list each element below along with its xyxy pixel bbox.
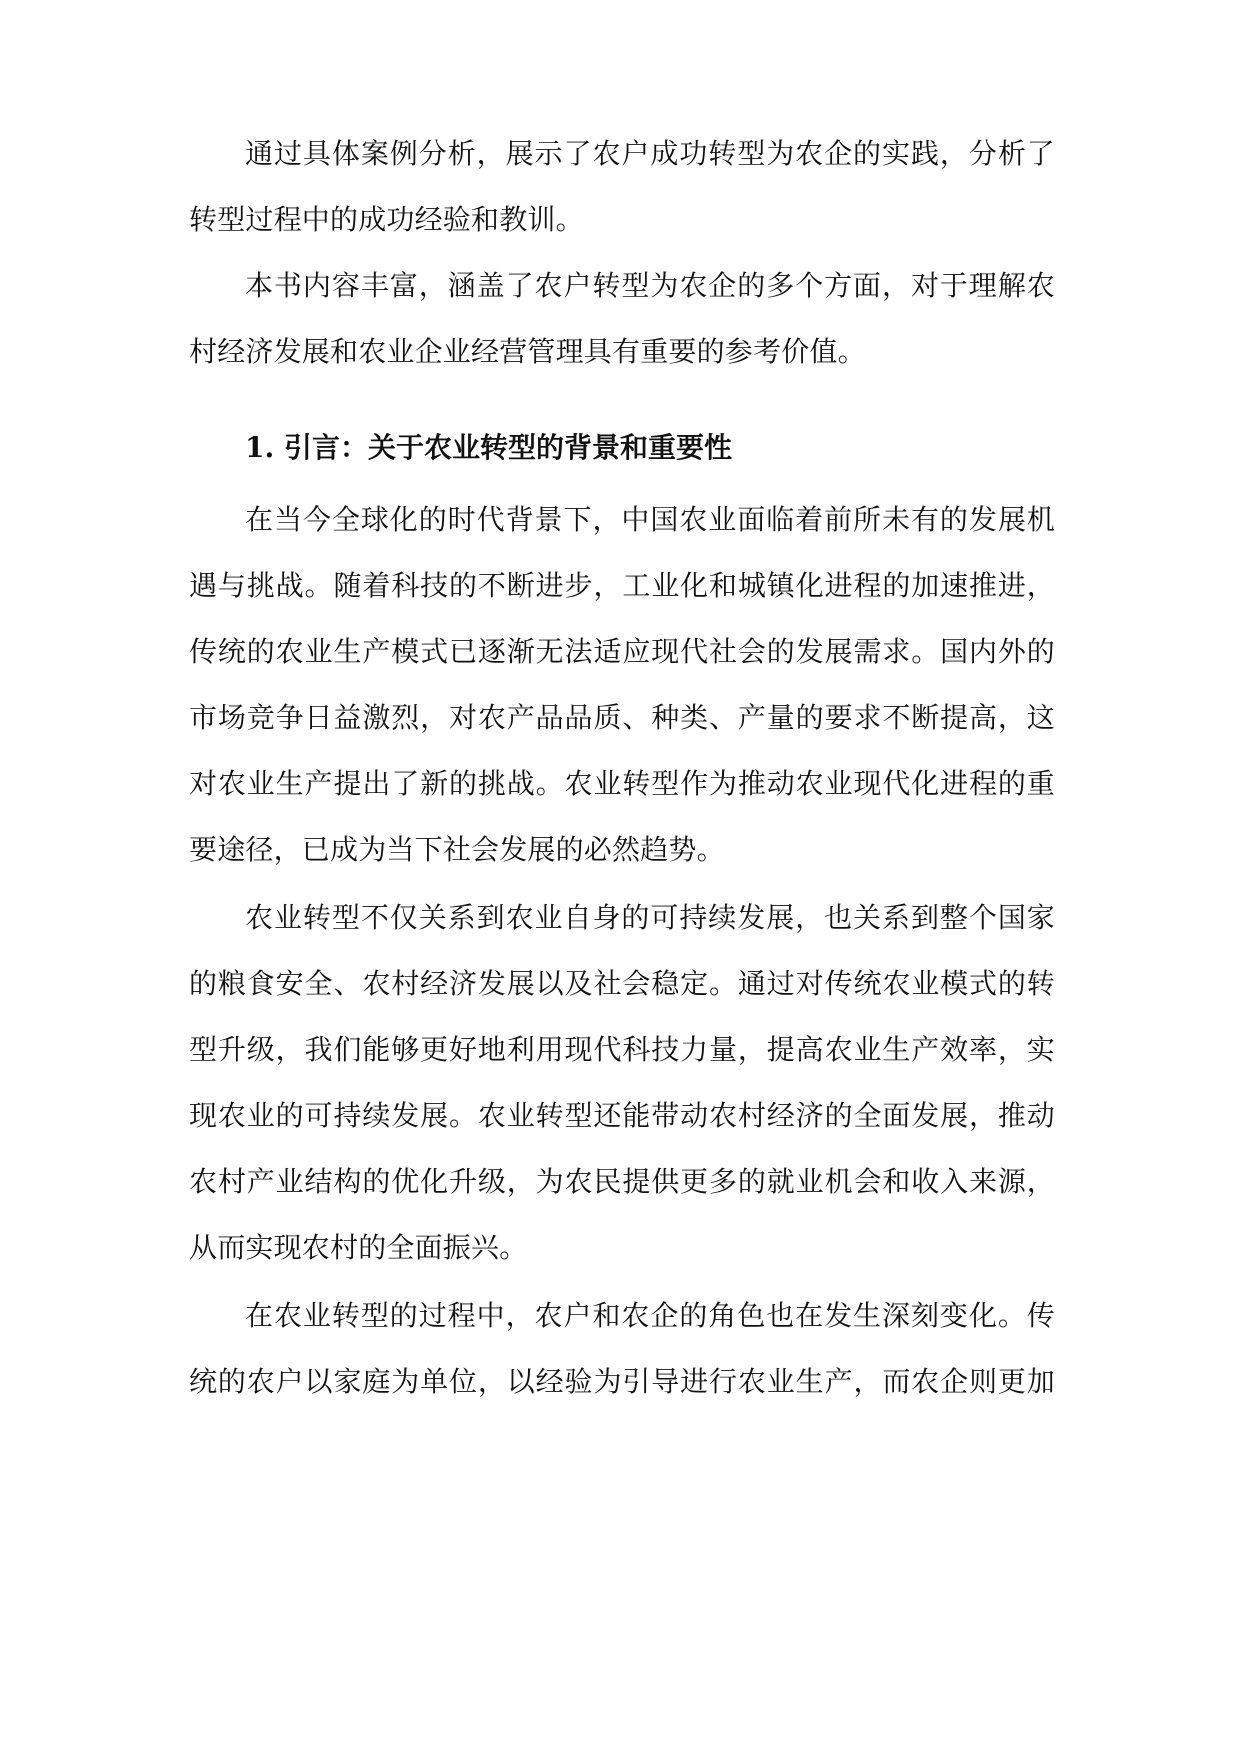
paragraph-line: 市场竞争日益激烈，对农产品品质、种类、产量的要求不断提高，这 <box>189 701 1055 734</box>
paragraph-line: 要途径，已成为当下社会发展的必然趋势。 <box>189 833 725 866</box>
paragraph-line: 在农业转型的过程中，农户和农企的角色也在发生深刻变化。传 <box>245 1299 1055 1332</box>
paragraph-line: 遇与挑战。随着科技的不断进步，工业化和城镇化进程的加速推进， <box>189 569 1055 602</box>
paragraph-line: 型升级，我们能够更好地利用现代科技力量，提高农业生产效率，实 <box>189 1033 1055 1066</box>
paragraph-line: 转型过程中的成功经验和教训。 <box>189 203 584 236</box>
paragraph-line: 在当今全球化的时代背景下，中国农业面临着前所未有的发展机 <box>245 503 1055 536</box>
paragraph-line: 通过具体案例分析，展示了农户成功转型为农企的实践，分析了 <box>245 137 1055 170</box>
section-heading: 1. 引言：关于农业转型的背景和重要性 <box>245 431 732 464</box>
paragraph-line: 农业转型不仅关系到农业自身的可持续发展，也关系到整个国家 <box>245 901 1055 934</box>
paragraph-line: 传统的农业生产模式已逐渐无法适应现代社会的发展需求。国内外的 <box>189 635 1055 668</box>
paragraph-line: 本书内容丰富，涵盖了农户转型为农企的多个方面，对于理解农 <box>245 269 1055 302</box>
paragraph-line: 对农业生产提出了新的挑战。农业转型作为推动农业现代化进程的重 <box>189 767 1055 800</box>
paragraph-line: 的粮食安全、农村经济发展以及社会稳定。通过对传统农业模式的转 <box>189 967 1055 1000</box>
paragraph-line: 统的农户以家庭为单位，以经验为引导进行农业生产，而农企则更加 <box>189 1365 1055 1398</box>
paragraph-line: 从而实现农村的全面振兴。 <box>189 1231 528 1264</box>
paragraph-line: 农村产业结构的优化升级，为农民提供更多的就业机会和收入来源， <box>189 1165 1055 1198</box>
paragraph-line: 现农业的可持续发展。农业转型还能带动农村经济的全面发展，推动 <box>189 1099 1055 1132</box>
paragraph-line: 村经济发展和农业企业经营管理具有重要的参考价值。 <box>189 335 866 368</box>
